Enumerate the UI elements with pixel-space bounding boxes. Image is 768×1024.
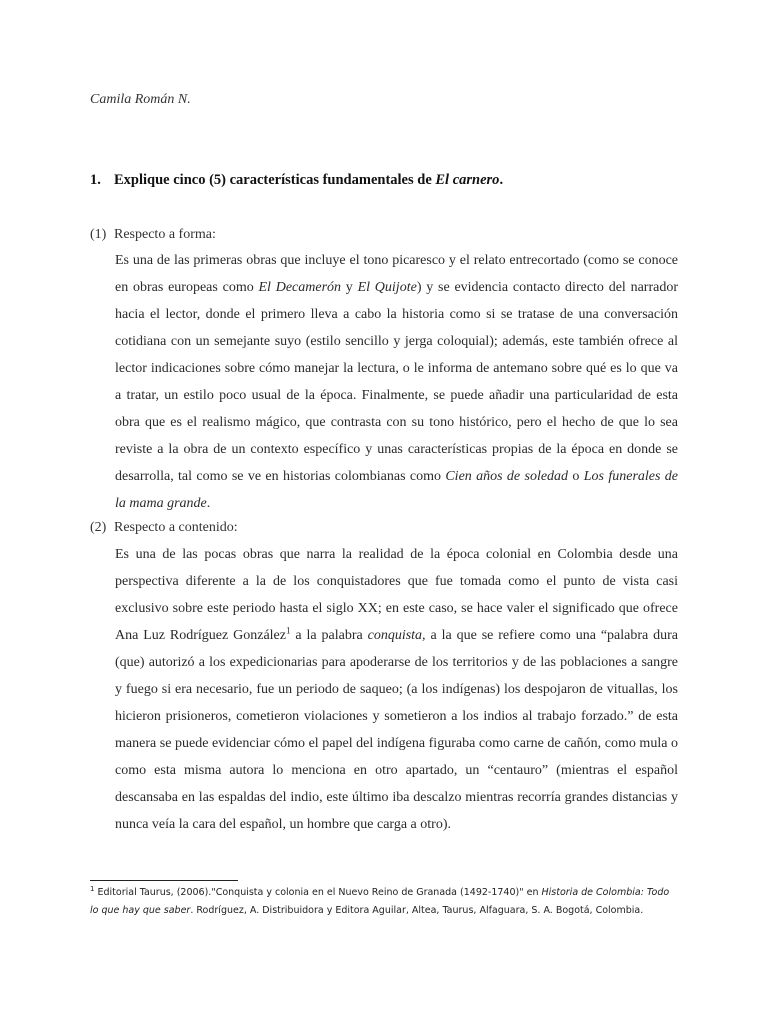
section-heading-contenido — [90, 520, 238, 536]
paragraph-text: Es una de las pocas obras que narra la realidad de la época colonial en Colombia desde una perspectiva diferente a la de los conquistadores que fue tomada como el punto de vista casi exclusivo sobre este periodo hasta el siglo XX; en este caso, se hace valer el significado que ofrece Ana Luz Rodríguez González — [115, 547, 678, 643]
section-paragraph-contenido — [115, 541, 678, 838]
question-end: . — [499, 172, 504, 188]
paragraph-text: ) y se evidencia contacto directo del narrador hacia el lector, donde el primero lleva a cabo la historia como si se tratase de una conversación cotidiana con un semejante suyo (estilo sencillo y jerga coloquial); además, este también ofrece al lector indicaciones sobre cómo manejar la lectura, o le informa de antemano sobre qué es lo que va a tratar, un estilo poco usual de la época. Finalmente, se puede añadir una particularidad de esta obra que es el realismo mágico, que contrasta con su tono histórico, pero el hecho de que lo sea reviste a la obra de un contexto específico y unas características propias de la época en donde se desarrolla, tal como se ve en historias colombianas como — [115, 280, 678, 484]
question-title-italic: El carnero — [435, 172, 500, 188]
question-number: 1. — [90, 172, 101, 188]
italic-term-conquista: conquista, — [367, 628, 426, 643]
question-text: Explique cinco (5) características fundamentales de — [114, 172, 436, 188]
section-number: (2) — [90, 520, 107, 535]
work-title-funerales: Los funerales de la mama grande — [115, 469, 679, 511]
footnote-text: Editorial Taurus, (2006)."Conquista y colonia en el Nuevo Reino de Granada (1492-1740)" en — [94, 887, 542, 898]
section-number: (1) — [90, 227, 107, 242]
section-heading-text: Respecto a forma: — [114, 227, 216, 242]
paragraph-text: y — [341, 280, 358, 295]
footnote-book-title: Historia de Colombia: Todo lo que hay que saber — [90, 887, 670, 916]
question-heading — [90, 172, 503, 189]
work-title-cien-anos: Cien años de soledad — [445, 469, 569, 484]
footnote-marker: 1 — [90, 884, 95, 893]
work-title-decameron: El Decamerón — [258, 280, 342, 295]
paragraph-text: Es una de las primeras obras que incluye el tono picaresco y el relato entrecortado (como se conoce en obras europeas como — [115, 253, 678, 295]
section-heading-text: Respecto a contenido: — [114, 520, 238, 535]
paragraph-text: a la palabra — [290, 628, 368, 643]
author-name: Camila Román N. — [90, 92, 191, 107]
footnote-text: . Rodríguez, A. Distribuidora y Editora Aguilar, Altea, Taurus, Alfaguara, S. A. Bogotá, Colombia. — [190, 905, 644, 916]
work-title-quijote: El Quijote — [357, 280, 417, 295]
paragraph-text: a la que se refiere como una “palabra dura (que) autorizó a los expedicionarias para apoderarse de los territorios y de las poblaciones a sangre y fuego si era necesario, fue un periodo de saqueo; (a los indígenas) los despojaron de vituallas, los hicieron prisioneros, cometieron violaciones y sometieron a los indios al trabajo forzado.” de esta manera se puede evidenciar cómo el papel del indígena figuraba como carne de cañón, como mula o como esta misma autora lo menciona en otro apartado, un “centauro” (mientras el español descansaba en las espaldas del indio, este último iba descalzo mientras recorría grandes distancias y nunca veía la cara del español, un hombre que carga a otro). — [115, 628, 679, 832]
paragraph-text: . — [206, 496, 211, 511]
paragraph-text: o — [568, 469, 584, 484]
section-heading-forma — [90, 227, 216, 243]
section-paragraph-forma — [115, 247, 678, 517]
footnote-reference[interactable]: 1 — [285, 625, 291, 636]
footnote-divider — [90, 880, 238, 881]
footnote — [90, 884, 675, 920]
